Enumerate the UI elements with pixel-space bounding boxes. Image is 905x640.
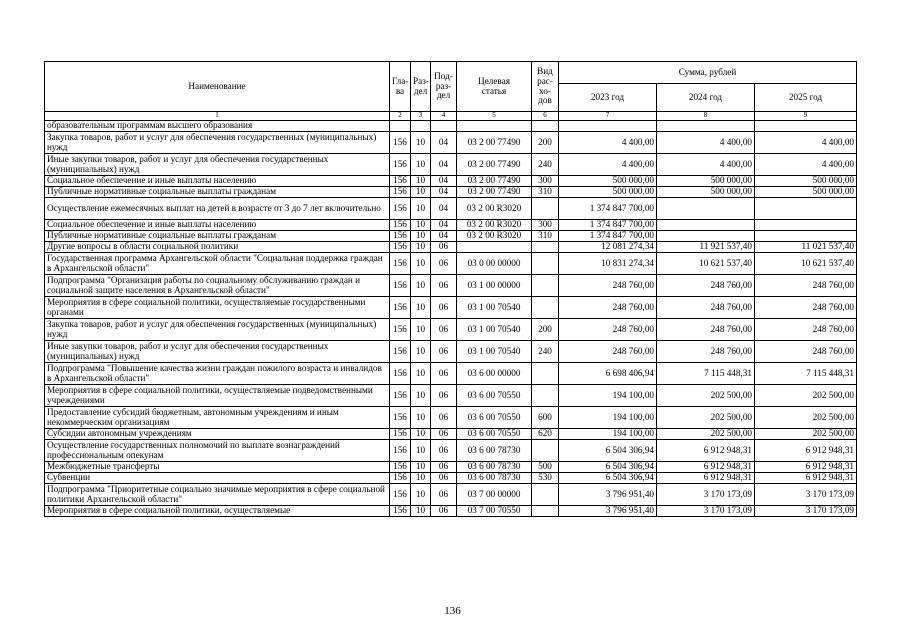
cell-p: 06 [431, 242, 457, 253]
cell-v [532, 297, 559, 319]
cell-r: 10 [411, 176, 431, 187]
cell-y3: 248 760,00 [755, 275, 857, 297]
cell-v: 200 [532, 132, 559, 154]
cell-y3: 4 400,00 [755, 132, 857, 154]
cell-name: Осуществление государственных полномочий по выплате вознаграждений профессиональным опекунам [45, 440, 390, 462]
cell-y2 [657, 231, 755, 242]
cell-t: 03 2 00 R3020 [457, 220, 532, 231]
cell-y3: 500 000,00 [755, 187, 857, 198]
cell-p: 04 [431, 176, 457, 187]
table-row [45, 154, 857, 176]
cell-r: 10 [411, 484, 431, 506]
cell-y1: 6 504 306,94 [559, 440, 657, 462]
table-row [45, 506, 857, 517]
cell-y3 [755, 231, 857, 242]
column-number: 4 [431, 112, 457, 121]
cell-r [411, 121, 431, 132]
column-number: 8 [657, 112, 755, 121]
cell-name: образовательным программам высшего образования [45, 121, 390, 132]
cell-name: Межбюджетные трансферты [45, 462, 390, 473]
cell-y2: 4 400,00 [657, 154, 755, 176]
cell-y1: 6 504 306,94 [559, 473, 657, 484]
cell-v [532, 198, 559, 220]
cell-p: 06 [431, 440, 457, 462]
cell-p: 06 [431, 319, 457, 341]
cell-name: Осуществление ежемесячных выплат на детей в возрасте от 3 до 7 лет включительно [45, 198, 390, 220]
cell-y2: 6 912 948,31 [657, 462, 755, 473]
cell-r: 10 [411, 154, 431, 176]
cell-v [532, 385, 559, 407]
table-row [45, 231, 857, 242]
cell-r: 10 [411, 187, 431, 198]
cell-t: 03 6 00 70550 [457, 385, 532, 407]
cell-v: 600 [532, 407, 559, 429]
cell-p: 06 [431, 297, 457, 319]
cell-y2 [657, 198, 755, 220]
cell-v: 300 [532, 176, 559, 187]
column-number: 2 [390, 112, 411, 121]
cell-y3: 202 500,00 [755, 429, 857, 440]
cell-g: 156 [390, 429, 411, 440]
cell-y2: 7 115 448,31 [657, 363, 755, 385]
cell-p: 04 [431, 198, 457, 220]
cell-r: 10 [411, 198, 431, 220]
cell-g: 156 [390, 473, 411, 484]
cell-g: 156 [390, 506, 411, 517]
column-number: 5 [457, 112, 532, 121]
cell-r: 10 [411, 440, 431, 462]
cell-p: 06 [431, 385, 457, 407]
cell-r: 10 [411, 363, 431, 385]
cell-r: 10 [411, 253, 431, 275]
cell-y2: 500 000,00 [657, 176, 755, 187]
cell-t: 03 1 00 70540 [457, 341, 532, 363]
cell-t: 03 2 00 R3020 [457, 231, 532, 242]
cell-y1: 194 100,00 [559, 407, 657, 429]
cell-name: Подпрограмма "Организация работы по социальному обслуживанию граждан и социальной защите населения в Архангельской области" [45, 275, 390, 297]
cell-t: 03 2 00 77490 [457, 132, 532, 154]
table-row [45, 253, 857, 275]
cell-v: 300 [532, 220, 559, 231]
cell-y2: 3 170 173,09 [657, 484, 755, 506]
cell-r: 10 [411, 473, 431, 484]
cell-t: 03 7 00 70550 [457, 506, 532, 517]
cell-v: 530 [532, 473, 559, 484]
table-row [45, 385, 857, 407]
cell-t: 03 2 00 77490 [457, 176, 532, 187]
cell-name: Субвенции [45, 473, 390, 484]
cell-t: 03 6 00 00000 [457, 363, 532, 385]
cell-p: 04 [431, 231, 457, 242]
cell-t: 03 7 00 00000 [457, 484, 532, 506]
table-row [45, 220, 857, 231]
cell-y1: 3 796 951,40 [559, 506, 657, 517]
year-2025-header: 2025 год [755, 84, 857, 112]
cell-p: 06 [431, 506, 457, 517]
cell-v: 240 [532, 341, 559, 363]
cell-r: 10 [411, 506, 431, 517]
cell-g: 156 [390, 231, 411, 242]
cell-y2 [657, 220, 755, 231]
col-sum-header: Сумма, рублей [559, 62, 857, 84]
cell-y2: 248 760,00 [657, 341, 755, 363]
cell-g: 156 [390, 242, 411, 253]
cell-y3 [755, 220, 857, 231]
year-2024-header: 2024 год [657, 84, 755, 112]
cell-g: 156 [390, 198, 411, 220]
table-row [45, 242, 857, 253]
cell-g [390, 121, 411, 132]
table-row [45, 198, 857, 220]
cell-y1: 10 831 274,34 [559, 253, 657, 275]
cell-v: 200 [532, 319, 559, 341]
cell-y3: 4 400,00 [755, 154, 857, 176]
cell-y3 [755, 198, 857, 220]
cell-v: 620 [532, 429, 559, 440]
cell-g: 156 [390, 253, 411, 275]
cell-y2: 248 760,00 [657, 275, 755, 297]
cell-y3: 202 500,00 [755, 407, 857, 429]
cell-name: Публичные нормативные социальные выплаты гражданам [45, 231, 390, 242]
cell-v [532, 275, 559, 297]
cell-name: Государственная программа Архангельской области "Социальная поддержка граждан в Архангельской области" [45, 253, 390, 275]
cell-name: Мероприятия в сфере социальной политики, осуществляемые подведомственными учреждениями [45, 385, 390, 407]
cell-y1: 1 374 847 700,00 [559, 198, 657, 220]
cell-v [532, 440, 559, 462]
cell-v: 310 [532, 231, 559, 242]
cell-v: 500 [532, 462, 559, 473]
cell-g: 156 [390, 275, 411, 297]
cell-r: 10 [411, 462, 431, 473]
cell-y2: 202 500,00 [657, 429, 755, 440]
cell-y3: 248 760,00 [755, 297, 857, 319]
cell-r: 10 [411, 319, 431, 341]
column-number: 7 [559, 112, 657, 121]
cell-name: Предоставление субсидий бюджетным, автономным учреждениям и иным некоммерческим организациям [45, 407, 390, 429]
cell-t [457, 121, 532, 132]
cell-y3: 10 621 537,40 [755, 253, 857, 275]
cell-t: 03 6 00 78730 [457, 440, 532, 462]
cell-y1: 500 000,00 [559, 187, 657, 198]
cell-g: 156 [390, 462, 411, 473]
cell-g: 156 [390, 484, 411, 506]
cell-y1: 3 796 951,40 [559, 484, 657, 506]
cell-name: Мероприятия в сфере социальной политики, осуществляемые государственными органами [45, 297, 390, 319]
col-name-header: Наименование [45, 62, 390, 112]
cell-p: 06 [431, 407, 457, 429]
table-row [45, 121, 857, 132]
cell-name: Иные закупки товаров, работ и услуг для обеспечения государственных (муниципальных) нужд [45, 341, 390, 363]
table-row [45, 319, 857, 341]
cell-r: 10 [411, 220, 431, 231]
cell-y3 [755, 121, 857, 132]
cell-g: 156 [390, 440, 411, 462]
cell-y3: 11 021 537,40 [755, 242, 857, 253]
cell-g: 156 [390, 220, 411, 231]
cell-r: 10 [411, 297, 431, 319]
cell-y1: 248 760,00 [559, 275, 657, 297]
cell-name: Подпрограмма "Приоритетные социально значимые мероприятия в сфере социальной политики Архангельской области" [45, 484, 390, 506]
cell-y1: 4 400,00 [559, 132, 657, 154]
cell-y1: 12 081 274,34 [559, 242, 657, 253]
cell-p: 04 [431, 220, 457, 231]
cell-g: 156 [390, 341, 411, 363]
year-2023-header: 2023 год [559, 84, 657, 112]
cell-r: 10 [411, 132, 431, 154]
table-row [45, 429, 857, 440]
col-glava-header: Гла- ва [390, 62, 411, 112]
cell-y3: 500 000,00 [755, 176, 857, 187]
cell-y2: 6 912 948,31 [657, 473, 755, 484]
cell-y3: 248 760,00 [755, 341, 857, 363]
cell-v: 310 [532, 187, 559, 198]
cell-v [532, 121, 559, 132]
cell-y2: 248 760,00 [657, 297, 755, 319]
table-row [45, 462, 857, 473]
cell-y2: 500 000,00 [657, 187, 755, 198]
cell-y3: 202 500,00 [755, 385, 857, 407]
cell-y3: 3 170 173,09 [755, 506, 857, 517]
cell-r: 10 [411, 385, 431, 407]
cell-y3: 7 115 448,31 [755, 363, 857, 385]
budget-table [44, 61, 857, 517]
column-number: 3 [411, 112, 431, 121]
cell-g: 156 [390, 176, 411, 187]
table-row [45, 132, 857, 154]
column-numbers-row [45, 112, 857, 121]
cell-g: 156 [390, 385, 411, 407]
col-target-header: Целевая статья [457, 62, 532, 112]
cell-y1: 6 698 406,94 [559, 363, 657, 385]
cell-r: 10 [411, 341, 431, 363]
cell-y2: 202 500,00 [657, 385, 755, 407]
cell-g: 156 [390, 154, 411, 176]
cell-t: 03 6 00 70550 [457, 407, 532, 429]
cell-g: 156 [390, 407, 411, 429]
column-number: 1 [45, 112, 390, 121]
table-row [45, 176, 857, 187]
cell-g: 156 [390, 297, 411, 319]
cell-name: Социальное обеспечение и иные выплаты населению [45, 176, 390, 187]
cell-y1: 248 760,00 [559, 297, 657, 319]
cell-y1: 1 374 847 700,00 [559, 231, 657, 242]
cell-y3: 3 170 173,09 [755, 484, 857, 506]
cell-p: 06 [431, 275, 457, 297]
cell-v [532, 506, 559, 517]
cell-y2 [657, 121, 755, 132]
cell-name: Другие вопросы в области социальной политики [45, 242, 390, 253]
cell-v [532, 242, 559, 253]
cell-y2: 6 912 948,31 [657, 440, 755, 462]
cell-name: Закупка товаров, работ и услуг для обеспечения государственных (муниципальных) нужд [45, 132, 390, 154]
cell-p [431, 121, 457, 132]
cell-y2: 248 760,00 [657, 319, 755, 341]
cell-y1: 248 760,00 [559, 341, 657, 363]
cell-name: Иные закупки товаров, работ и услуг для обеспечения государственных (муниципальных) нужд [45, 154, 390, 176]
cell-r: 10 [411, 429, 431, 440]
cell-g: 156 [390, 363, 411, 385]
cell-name: Закупка товаров, работ и услуг для обеспечения государственных (муниципальных) нужд [45, 319, 390, 341]
cell-t [457, 242, 532, 253]
cell-y2: 3 170 173,09 [657, 506, 755, 517]
cell-t: 03 6 00 70550 [457, 429, 532, 440]
cell-name: Подпрограмма "Повышение качества жизни граждан пожилого возраста и инвалидов в Архангельской области" [45, 363, 390, 385]
cell-p: 04 [431, 132, 457, 154]
cell-t: 03 6 00 78730 [457, 473, 532, 484]
column-number: 9 [755, 112, 857, 121]
table-row [45, 297, 857, 319]
cell-g: 156 [390, 319, 411, 341]
cell-y1: 194 100,00 [559, 385, 657, 407]
cell-v: 240 [532, 154, 559, 176]
cell-name: Субсидии автономным учреждениям [45, 429, 390, 440]
cell-y2: 4 400,00 [657, 132, 755, 154]
cell-p: 06 [431, 429, 457, 440]
cell-y3: 6 912 948,31 [755, 462, 857, 473]
cell-y3: 6 912 948,31 [755, 473, 857, 484]
cell-name: Мероприятия в сфере социальной политики, осуществляемые [45, 506, 390, 517]
cell-name: Социальное обеспечение и иные выплаты населению [45, 220, 390, 231]
col-razdel-header: Раз- дел [411, 62, 431, 112]
cell-r: 10 [411, 407, 431, 429]
column-number: 6 [532, 112, 559, 121]
cell-t: 03 2 00 77490 [457, 187, 532, 198]
cell-y3: 6 912 948,31 [755, 440, 857, 462]
cell-y2: 202 500,00 [657, 407, 755, 429]
cell-p: 06 [431, 363, 457, 385]
cell-r: 10 [411, 242, 431, 253]
table-row [45, 187, 857, 198]
cell-v [532, 484, 559, 506]
cell-p: 06 [431, 462, 457, 473]
cell-v [532, 253, 559, 275]
cell-y1 [559, 121, 657, 132]
cell-p: 04 [431, 154, 457, 176]
cell-name: Публичные нормативные социальные выплаты гражданам [45, 187, 390, 198]
cell-r: 10 [411, 275, 431, 297]
cell-g: 156 [390, 132, 411, 154]
table-header [45, 62, 857, 121]
table-row [45, 341, 857, 363]
col-vid-header: Вид рас- хо- дов [532, 62, 559, 112]
cell-y1: 1 374 847 700,00 [559, 220, 657, 231]
cell-p: 06 [431, 253, 457, 275]
cell-t: 03 0 00 00000 [457, 253, 532, 275]
cell-p: 06 [431, 484, 457, 506]
cell-p: 06 [431, 473, 457, 484]
table-row [45, 473, 857, 484]
cell-t: 03 1 00 00000 [457, 275, 532, 297]
page-number: 136 [444, 605, 461, 617]
table-row [45, 407, 857, 429]
cell-t: 03 2 00 R3020 [457, 198, 532, 220]
table-row [45, 363, 857, 385]
table-body [45, 121, 857, 517]
cell-y1: 194 100,00 [559, 429, 657, 440]
cell-y1: 6 504 306,94 [559, 462, 657, 473]
col-podrazdel-header: Под- раз- дел [431, 62, 457, 112]
table-row [45, 440, 857, 462]
cell-y2: 11 921 537,40 [657, 242, 755, 253]
cell-p: 06 [431, 341, 457, 363]
cell-y1: 4 400,00 [559, 154, 657, 176]
table-row [45, 484, 857, 506]
table-row [45, 275, 857, 297]
cell-y2: 10 621 537,40 [657, 253, 755, 275]
cell-y3: 248 760,00 [755, 319, 857, 341]
cell-v [532, 363, 559, 385]
cell-y1: 500 000,00 [559, 176, 657, 187]
cell-t: 03 2 00 77490 [457, 154, 532, 176]
cell-t: 03 1 00 70540 [457, 319, 532, 341]
cell-t: 03 6 00 78730 [457, 462, 532, 473]
cell-p: 04 [431, 187, 457, 198]
cell-g: 156 [390, 187, 411, 198]
cell-y1: 248 760,00 [559, 319, 657, 341]
cell-t: 03 1 00 70540 [457, 297, 532, 319]
cell-r: 10 [411, 231, 431, 242]
